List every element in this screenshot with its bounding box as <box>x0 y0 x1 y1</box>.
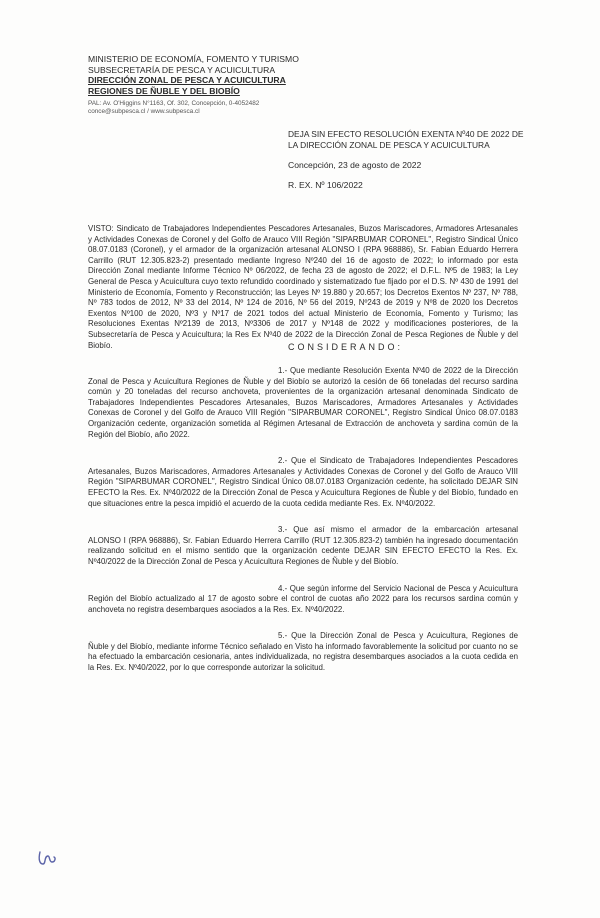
considerando-section <box>88 366 518 690</box>
resolution-title-line2: LA DIRECCIÓN ZONAL DE PESCA Y ACUICULTURA <box>288 139 490 150</box>
visto-text: Sindicato de Trabajadores Independientes Pescadores Artesanales, Buzos Mariscadores, Armadores Artesanales y Actividades Conexas de Coronel y del Golfo de Arauco VIII Región "SIPARBUMAR CORONEL", Registro Sindical Único 08.07.0183 (Coronel), y el armador de la organización artesanal ALONSO I (RPA 968886), Sr. Fabian Eduardo Herrera Carrillo (RUT 12.305.823-2) presentado mediante Ingreso Nº240 del 16 de agosto de 2022; lo informado por esta Dirección Zonal mediante Informe Técnico Nº 06/2022, de fecha 23 de agosto de 2022; el D.F.L. Nº5 de 1983; la Ley General de Pesca y Acuicultura cuyo texto refundido coordinado y sistematizado fue fijado por el D.S. Nº 430 de 1991 del Ministerio de Economía, Fomento y Reconstrucción; las Leyes Nº 19.880 y 20.657; los Decretos Exentos Nº 237, Nº 788, Nº 783 todos de 2012, Nº 33 del 2014, Nº 124 de 2016, Nº 56 del 2019, Nº243 de 2019 y Nº8 de 2020 los Decretos Exentos Nº100 de 2020, Nº3 y Nº17 de 2021 todos del actual Ministerio de Economía, Fomento y Turismo; las Resoluciones Exentas Nº2139 de 2013, Nº3306 de 2017 y Nº148 de 2022 y modificaciones posteriores, de la Subsecretaría de Pesca y Acuicultura; la Res Ex Nº40 de 2022 de la Dirección Zonal de Pesca Regiones de Ñuble y del Biobío. <box>88 224 518 350</box>
letterhead-ministry: MINISTERIO DE ECONOMÍA, FOMENTO Y TURISMO <box>88 54 299 64</box>
considerando-paragraph-2: 2.- Que el Sindicato de Trabajadores Independientes Pescadores Artesanales, Buzos Mariscadores, Armadores Artesanales y Actividades Conexas de Coronel y del Golfo de Arauco VIII Región "SIPARBUMAR CORONEL", Registro Sindical Único 08.07.0183 Organización cedente, ha solicitado DEJAR SIN EFECTO la Res. Ex. Nº40/2022 de la Dirección Zonal de Pesca y Acuicultura Regiones de Ñuble y del Biobío, fundado en que situaciones entre la pesca impidió el acuerdo de la cuota cedida mediante Res. Ex. Nº40/2022. <box>88 456 518 508</box>
handwritten-initials <box>34 842 64 872</box>
considerando-paragraph-5: 5.- Que la Dirección Zonal de Pesca y Acuicultura, Regiones de Ñuble y del Biobío, mediante informe Técnico señalado en Visto ha informado favorablemente la solicitud por cuanto no se ha efectuado la embarcación cesionaria, antes individualizada, no registra desembarques asociados a la cuota cedida en la Res. Ex. Nº40/2022, por lo que corresponde autorizar la solicitud. <box>88 631 518 673</box>
place-date: Concepción, 23 de agosto de 2022 <box>288 160 422 170</box>
resolution-title-line1: DEJA SIN EFECTO RESOLUCIÓN EXENTA Nº40 DE 2022 DE <box>288 129 524 139</box>
letterhead-address: PAL: Av. O'Higgins N°1163, Of. 302, Concepción, 0-4052482 <box>88 100 260 107</box>
letterhead-directorate: DIRECCIÓN ZONAL DE PESCA Y ACUICULTURA <box>88 75 286 85</box>
letterhead-subsecretariat: SUBSECRETARÍA DE PESCA Y ACUICULTURA <box>88 64 276 75</box>
considerando-paragraph-1: 1.- Que mediante Resolución Exenta Nº40 de 2022 de la Dirección Zonal de Pesca y Acuicultura Regiones de Ñuble y del Biobío se autorizó la cesión de 66 toneladas del recurso sardina común y 20 toneladas del recurso anchoveta, provenientes de la organización artesanal denominada Sindicato de Trabajadores Independientes Pescadores Artesanales, Buzos Mariscadores, Armadores Artesanales y Actividades Conexas de Coronel y del Golfo de Arauco VIII Región "SIPARBUMAR CORONEL", Registro Sindical Único 08.07.0183 Organización cedente, organización sometida al Régimen Artesanal de Extracción de anchoveta y sardina común de la Región del Biobío, año 2022. <box>88 366 518 439</box>
letterhead-contact: conce@subpesca.cl / www.subpesca.cl <box>88 108 200 116</box>
resolution-title <box>288 129 538 150</box>
letterhead <box>88 54 318 117</box>
resolution-number: R. EX. Nº 106/2022 <box>288 180 363 190</box>
visto-section <box>88 224 518 351</box>
letterhead-regions: REGIONES DE ÑUBLE Y DEL BIOBÍO <box>88 85 240 96</box>
considerando-paragraph-3: 3.- Que así mismo el armador de la embarcación artesanal ALONSO I (RPA 968886), Sr. Fabian Eduardo Herrera Carrillo (RUT 12.305.823-2) también ha ingresado documentación realizando solicitud en el mismo sentido que la organización cedente DEJAR SIN EFECTO EFECTO la Res. Ex. Nº40/2022 de la Dirección Zonal de Pesca y Acuicultura Regiones de Ñuble y del Biobío. <box>88 525 518 566</box>
considerando-heading: CONSIDERANDO: <box>288 342 404 352</box>
visto-label: VISTO: <box>88 224 114 233</box>
considerando-paragraph-4: 4.- Que según informe del Servicio Nacional de Pesca y Acuicultura Región del Biobío actualizado al 17 de agosto sobre el control de cuotas año 2022 para los recursos sardina común y anchoveta no registra desembarques asociados a la Res. Ex. Nº40/2022. <box>88 583 518 614</box>
